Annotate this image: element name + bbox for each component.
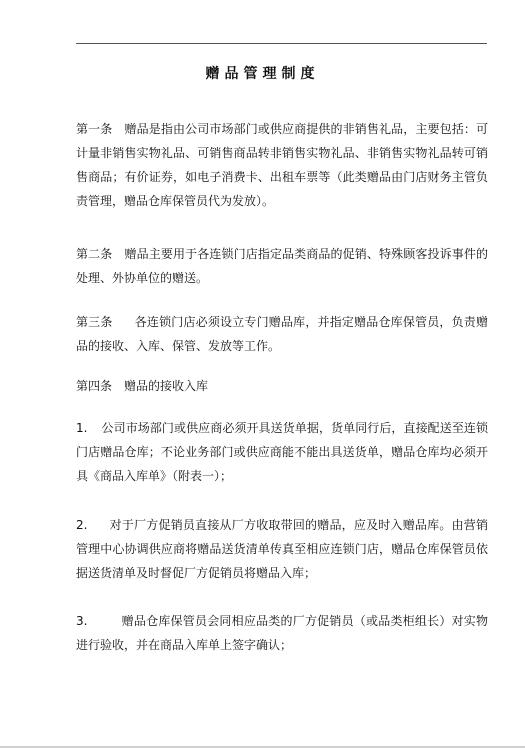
article-3-label: 第三条 — [76, 315, 113, 329]
list-item-3-text: 赠品仓库保管员会同相应品类的厂方促销员（或品类柜组长）对实物进行验收，并在商品入库单上签字确认； — [76, 614, 488, 652]
article-2 — [76, 242, 488, 290]
article-2-label: 第二条 — [76, 247, 113, 261]
article-1 — [76, 117, 488, 213]
list-item-2-text: 对于厂方促销员直接从厂方收取带回的赠品，应及时入赠品库。由营销管理中心协调供应商将赠品送货清单传真至相应连锁门店，赠品仓库保管员依据送货清单及时督促厂方促销员将赠品入库； — [76, 518, 488, 580]
list-item-3-number: 3. — [76, 614, 88, 628]
list-item-3 — [76, 609, 488, 657]
article-4-label: 第四条 — [76, 379, 113, 393]
article-3 — [76, 310, 488, 358]
article-1-text: 赠品是指由公司市场部门或供应商提供的非销售礼品，主要包括：可计量非销售实物礼品、可销售商品转非销售实物礼品、非销售实物礼品转可销售商品；有价证券，如电子消费卡、出租车票等（此类赠品由门店财务主管负责管理，赠品仓库保管员代为发放）。 — [76, 122, 488, 208]
article-4-text: 赠品的接收入库 — [124, 379, 209, 393]
list-item-1-number: 1. — [76, 421, 88, 435]
list-item-2-number: 2. — [76, 518, 88, 532]
list-item-2 — [76, 513, 488, 585]
list-item-1 — [76, 416, 488, 488]
page-title: 赠品管理制度 — [205, 66, 320, 82]
article-1-label: 第一条 — [76, 122, 113, 136]
header-rule — [76, 43, 487, 44]
article-3-text: 各连锁门店必须设立专门赠品库，并指定赠品仓库保管员，负责赠品的接收、入库、保管、发放等工作。 — [76, 315, 488, 353]
list-item-1-text: 公司市场部门或供应商必须开具送货单据，货单同行后，直接配送至连锁门店赠品仓库；不论业务部门或供应商能不能出具送货单，赠品仓库均必须开具《商品入库单》（附表一）； — [76, 421, 488, 483]
article-4 — [76, 374, 488, 398]
article-2-text: 赠品主要用于各连锁门店指定品类商品的促销、特殊顾客投诉事件的处理、外协单位的赠送。 — [76, 247, 488, 285]
